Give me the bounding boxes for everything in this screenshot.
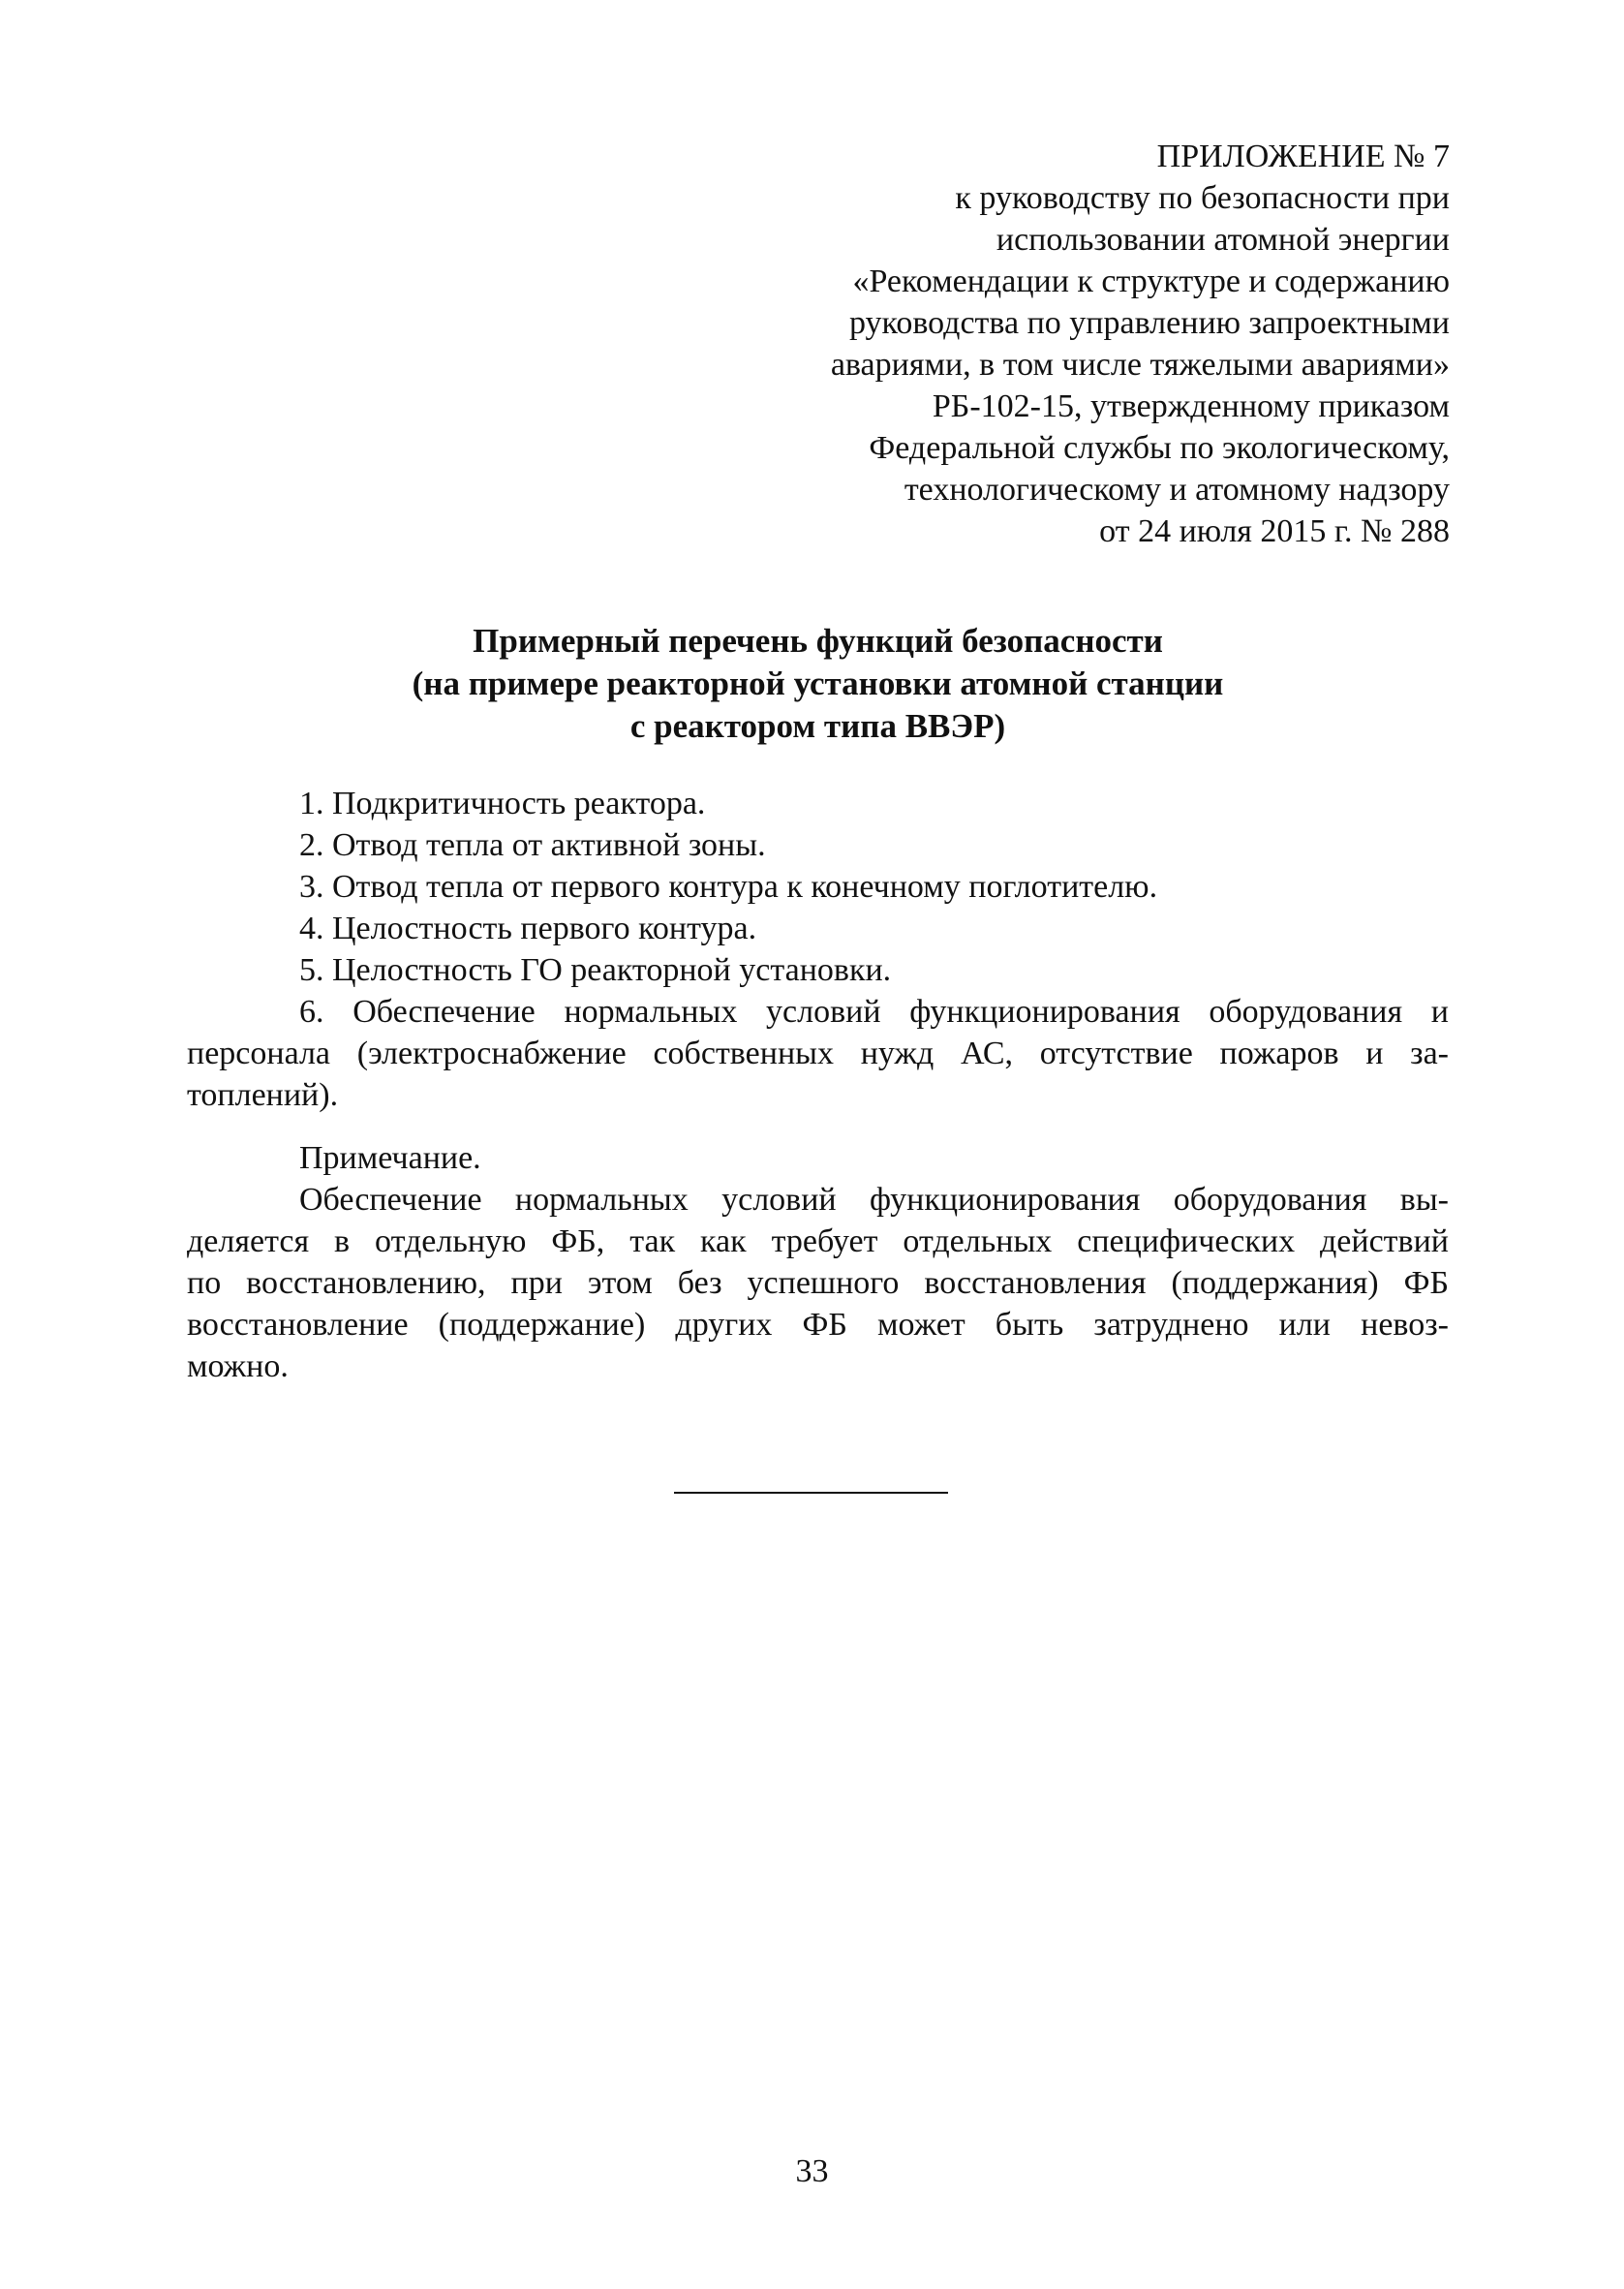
safety-function-item: 5. Целостность ГО реакторной установки. bbox=[299, 952, 892, 988]
paragraph-line: Обеспечение нормальных условий функционирования оборудования вы- bbox=[299, 1182, 1449, 1218]
note-label: Примечание. bbox=[299, 1140, 481, 1176]
appendix-line: Федеральной службы по экологическому, bbox=[869, 430, 1450, 466]
appendix-title: ПРИЛОЖЕНИЕ № 7 bbox=[1156, 139, 1450, 174]
appendix-line: «Рекомендации к структуре и содержанию bbox=[852, 263, 1450, 299]
paragraph-line: персонала (электроснабжение собственных нужд АС, отсутствие пожаров и за- bbox=[187, 1036, 1449, 1071]
title-line: Примерный перечень функций безопасности bbox=[473, 622, 1163, 660]
note-paragraph bbox=[187, 1179, 1449, 1387]
document-body bbox=[187, 783, 1449, 1387]
page-number: 33 bbox=[795, 2153, 829, 2189]
appendix-line: технологическому и атомному надзору bbox=[904, 472, 1450, 508]
appendix-date-line: от 24 июля 2015 г. № 288 bbox=[1099, 513, 1450, 549]
appendix-header bbox=[578, 136, 1450, 552]
title-line: с реактором типа ВВЭР) bbox=[629, 707, 1006, 745]
safety-function-item: 1. Подкритичность реактора. bbox=[299, 786, 706, 821]
safety-function-item: 2. Отвод тепла от активной зоны. bbox=[299, 827, 766, 863]
title-line: (на примере реакторной установки атомной станции bbox=[412, 665, 1224, 702]
paragraph-line: по восстановлению, при этом без успешного восстановления (поддержания) ФБ bbox=[187, 1265, 1449, 1301]
document-title bbox=[187, 620, 1449, 748]
appendix-line: авариями, в том числе тяжелыми авариями» bbox=[830, 347, 1450, 383]
paragraph-line: восстановление (поддержание) других ФБ может быть затруднено или невоз- bbox=[187, 1307, 1449, 1343]
safety-function-item: 3. Отвод тепла от первого контура к конечному поглотителю. bbox=[299, 869, 1158, 905]
appendix-line: использовании атомной энергии bbox=[996, 222, 1450, 258]
paragraph-line: 6. Обеспечение нормальных условий функционирования оборудования и bbox=[299, 994, 1449, 1030]
safety-function-item: 4. Целостность первого контура. bbox=[299, 911, 757, 946]
paragraph-line: топлений). bbox=[187, 1077, 339, 1113]
safety-function-item-6 bbox=[187, 991, 1449, 1116]
appendix-line: РБ-102-15, утвержденному приказом bbox=[932, 388, 1450, 424]
paragraph-line: можно. bbox=[187, 1348, 289, 1384]
separator-line bbox=[674, 1492, 948, 1494]
paragraph-line: деляется в отдельную ФБ, так как требует отдельных специфических действий bbox=[187, 1223, 1449, 1259]
appendix-line: руководства по управлению запроектными bbox=[848, 305, 1450, 341]
appendix-line: к руководству по безопасности при bbox=[955, 180, 1450, 216]
